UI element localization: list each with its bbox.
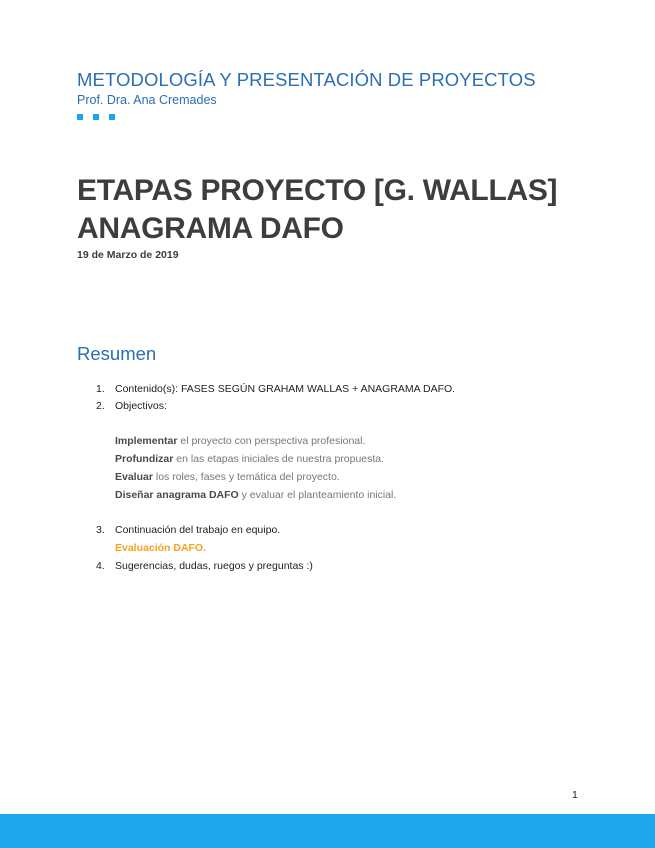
objective-keyword: Profundizar [115,453,174,465]
summary-heading: Resumen [77,343,157,364]
list-item-contents: Contenido(s): FASES SEGÚN GRAHAM WALLAS + ANAGRAMA DAFO. [115,383,456,395]
list-number: 1. [96,383,105,395]
objective-text: el proyecto con perspectiva profesional. [177,435,366,447]
list-number: 3. [96,524,105,536]
title-line-2: ANAGRAMA DAFO [77,212,344,245]
objective-line [115,435,365,447]
objective-line [115,471,340,483]
square-dot-icon [109,114,115,120]
square-dot-icon [77,114,83,120]
objective-keyword: Evaluar [115,471,153,483]
page-number: 1 [572,789,578,801]
course-title: METODOLOGÍA Y PRESENTACIÓN DE PROYECTOS [77,69,536,90]
objective-text: y evaluar el planteamiento inicial. [238,489,397,501]
title-line-1: ETAPAS PROYECTO [G. WALLAS] [77,174,558,207]
footer-bar [0,814,655,848]
objective-line [115,489,396,501]
list-item-suggestions: Sugerencias, dudas, ruegos y preguntas :) [115,560,313,572]
objective-text: en las etapas iniciales de nuestra propuesta. [173,453,385,465]
list-number: 2. [96,400,105,412]
highlight-text: Evaluación DAFO. [115,542,207,554]
professor-name: Prof. Dra. Ana Cremades [77,93,217,107]
list-item-objectives: Objectivos: [115,400,167,412]
objective-keyword: Diseñar anagrama DAFO [115,489,239,501]
list-item-teamwork: Continuación del trabajo en equipo. [115,524,281,536]
list-number: 4. [96,560,105,572]
objective-keyword: Implementar [115,435,178,447]
objective-text: los roles, fases y temática del proyecto. [152,471,340,483]
document-date: 19 de Marzo de 2019 [77,249,179,261]
objective-line [115,453,384,465]
document-title [77,172,557,248]
square-dot-icon [93,114,99,120]
